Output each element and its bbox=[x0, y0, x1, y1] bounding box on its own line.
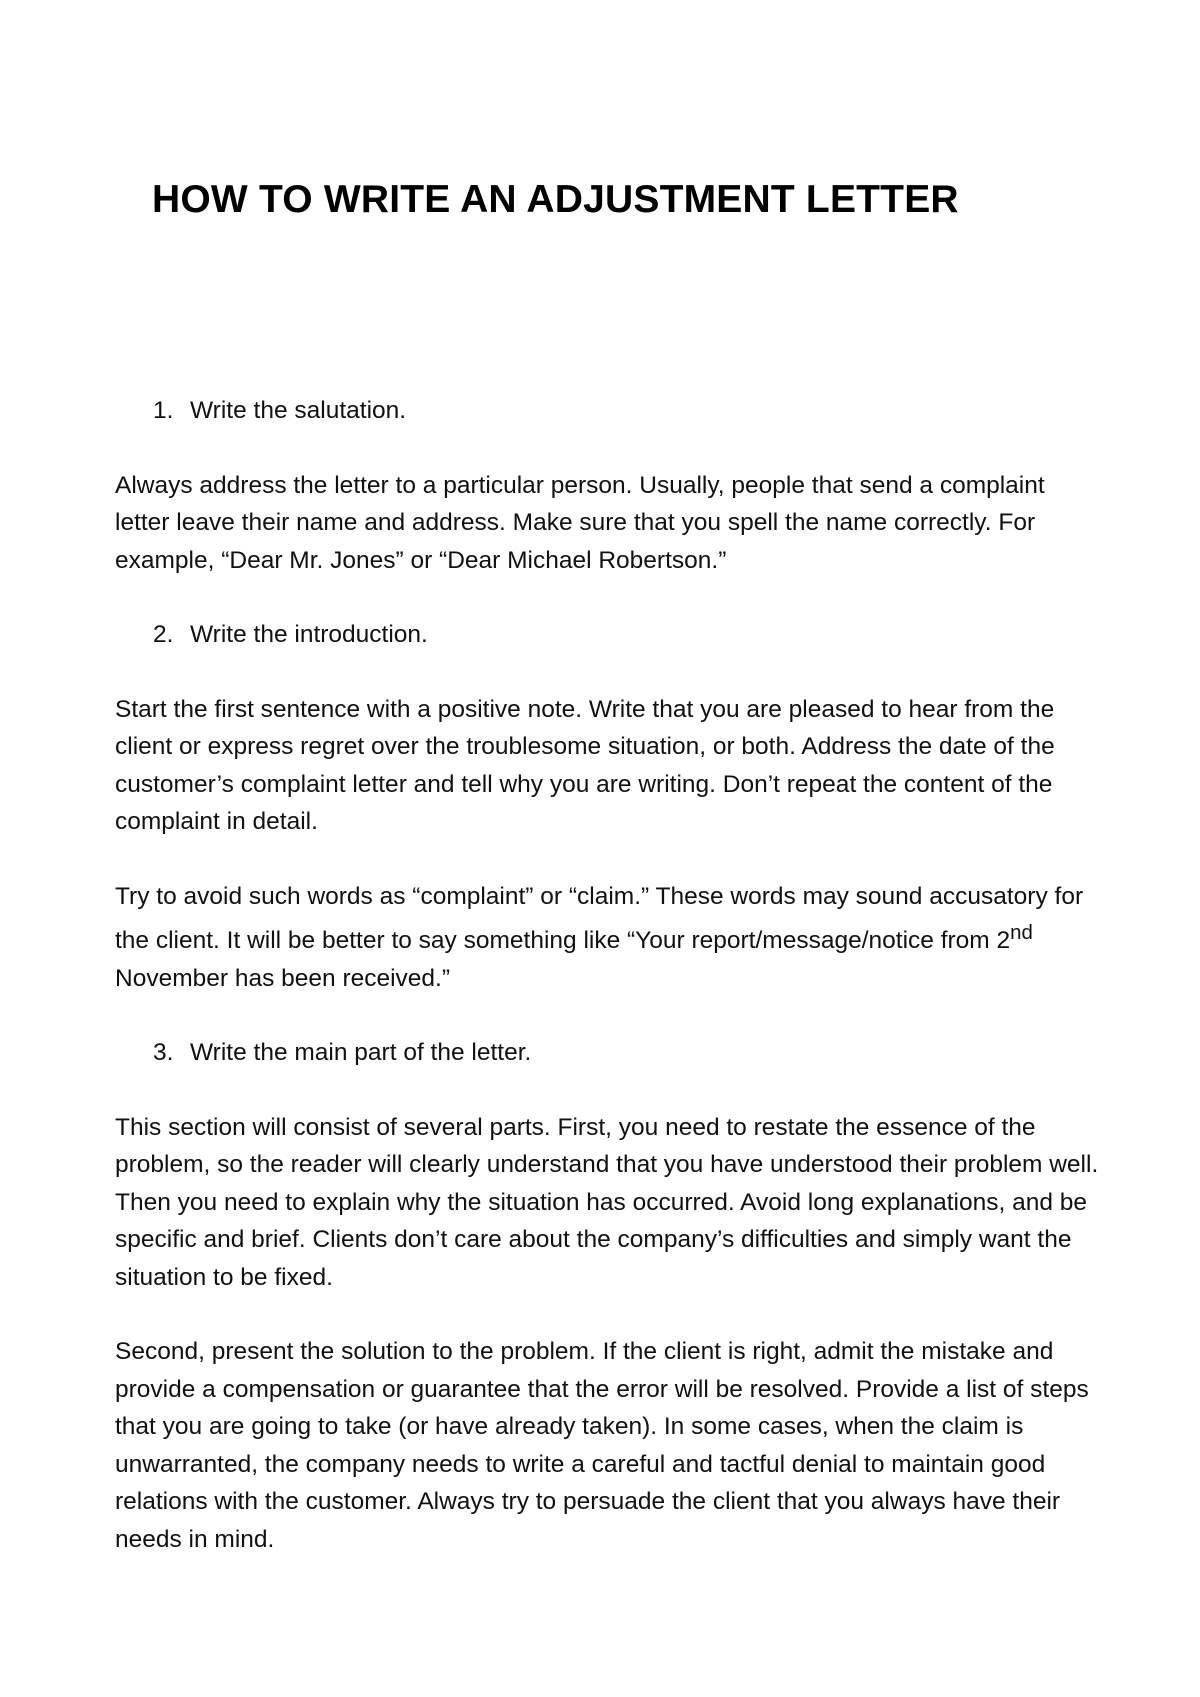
paragraph-text: November has been received.” bbox=[115, 964, 451, 992]
step-number: 3. bbox=[153, 1039, 174, 1067]
paragraph-main-part-second: Second, present the solution to the problem. If the client is right, admit the mistake and provide a compensation or guarantee that the error will be resolved. Provide a list of steps that you are going to take (or have already taken). In some cases, when the claim is unwarranted, the company needs to write a careful and tactful denial to maintain good relations with the customer. Always try to persuade the client that you always have their needs in mind. bbox=[115, 1338, 1089, 1553]
document-body bbox=[115, 392, 1105, 1595]
step-number: 2. bbox=[153, 621, 174, 648]
step-heading-main-part bbox=[115, 1034, 1105, 1072]
document-title: HOW TO WRITE AN ADJUSTMENT LETTER bbox=[152, 178, 959, 221]
step-heading-text: Write the salutation. bbox=[190, 397, 407, 424]
paragraph-salutation: Always address the letter to a particular person. Usually, people that send a complaint letter leave their name and address. Make sure that you spell the name correctly. For example, “Dear Mr. Jones” or “Dear Michael Robertson.” bbox=[115, 471, 1045, 574]
paragraph-text: Try to avoid such words as “complaint” or “claim.” These words may sound accusatory for the client. It will be better to say something like “Your report/message/notice from 2 bbox=[115, 882, 1084, 955]
paragraph-avoid-words bbox=[115, 878, 1105, 998]
paragraph-introduction: Start the first sentence with a positive note. Write that you are pleased to hear from the client or express regret over the troublesome situation, or both. Address the date of the customer’s complaint letter and tell why you are writing. Don’t repeat the content of the complaint in detail. bbox=[115, 695, 1055, 835]
step-heading-text: Write the main part of the letter. bbox=[190, 1039, 532, 1067]
step-heading-introduction bbox=[115, 616, 1105, 654]
superscript-ordinal: nd bbox=[1010, 922, 1033, 944]
step-heading-salutation bbox=[115, 392, 1105, 430]
step-heading-text: Write the introduction. bbox=[190, 621, 428, 648]
step-number: 1. bbox=[153, 397, 174, 424]
paragraph-main-part-first: This section will consist of several parts. First, you need to restate the essence of the problem, so the reader will clearly understand that you have understood their problem well. Then you need to explain why the situation has occurred. Avoid long explanations, and be specific and brief. Clients don’t care about the company’s difficulties and simply want the situation to be fixed. bbox=[115, 1113, 1099, 1291]
